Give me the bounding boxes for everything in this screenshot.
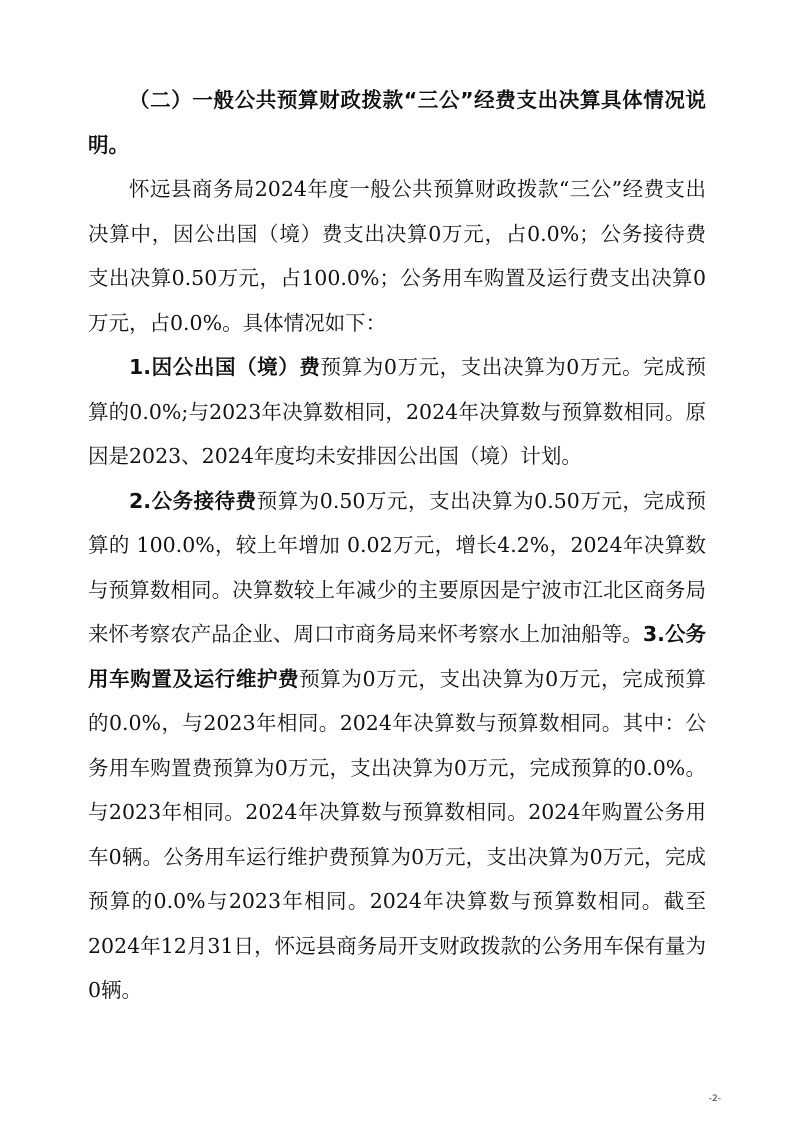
item-text-vehicles: 预算为0万元，支出决算为0万元，完成预算的0.0%，与2023年相同。2024年决算数与预算数相同。其中：公务用车购置费预算为0万元，支出决算为0万元，完成预算的0.0%。与2023年相同。2024年决算数与预算数相同。2024年购置公务用车0辆。公务用车运行维护费预算为0万元，支出决算为0万元，完成预算的0.0%与2023年相同。2024年决算数与预算数相同。截至2024年12月31日，怀远县商务局开支财政拨款的公务用车保有量为0辆。 <box>88 666 707 1002</box>
item-label-reception: 2.公务接待费 <box>129 488 257 513</box>
item-paragraph-reception <box>88 479 706 1013</box>
intro-paragraph: 怀远县商务局2024年度一般公共预算财政拨款“三公”经费支出决算中，因公出国（境）费支出决算0万元，占0.0%；公务接待费支出决算0.50万元，占100.0%；公务用车购置及运行费支出决算0万元，占0.0%。具体情况如下： <box>88 177 706 335</box>
item-paragraph-overseas-travel <box>88 345 706 479</box>
item-text-reception: 预算为0.50万元，支出决算为0.50万元，完成预算的 100.0%，较上年增加 0.02万元，增长4.2%，2024年决算数与预算数相同。决算数较上年减少的主要原因是宁波市江北区商务局来怀考察农产品企业、周口市商务局来怀考察水上加油船等。 <box>88 488 706 646</box>
page-number: -2- <box>708 1094 721 1104</box>
document-body <box>88 78 706 1013</box>
item-label-vehicles: 3.公务用车购置及运行维护费 <box>88 622 706 691</box>
section-heading: （二）一般公共预算财政拨款“三公”经费支出决算具体情况说明。 <box>88 88 706 157</box>
item-label-overseas-travel: 1.因公出国（境）费 <box>129 355 321 379</box>
item-text-overseas-travel: 预算为0万元，支出决算为0万元。完成预算的0.0%;与2023年决算数相同，2024年决算数与预算数相同。原因是2023、2024年度均未安排因公出国（境）计划。 <box>88 355 706 468</box>
